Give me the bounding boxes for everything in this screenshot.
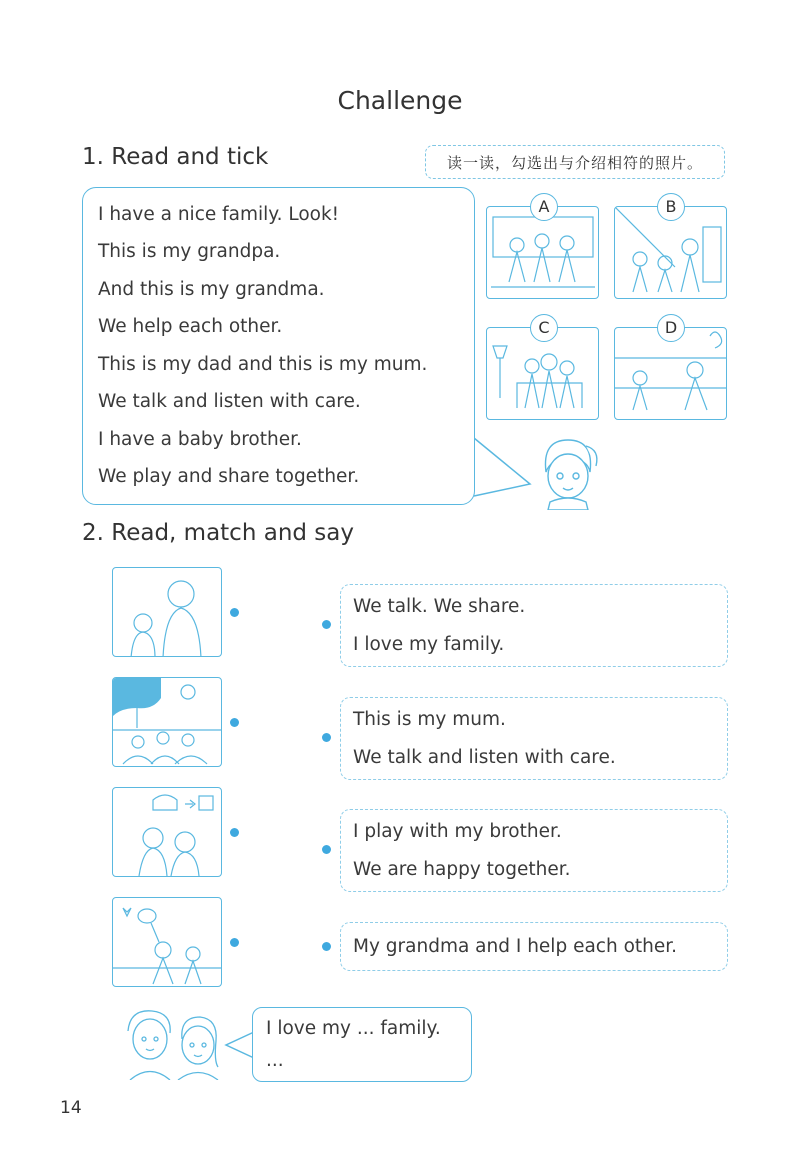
section1-heading: 1. Read and tick (82, 144, 269, 170)
passage-line-3: And this is my grandma. (98, 279, 325, 300)
speech-tail (222, 1028, 256, 1062)
page-number: 14 (60, 1098, 82, 1118)
match-picture-4[interactable] (112, 897, 222, 987)
passage-line-7: I have a baby brother. (98, 429, 302, 450)
photo-d-label: D (657, 314, 685, 342)
sentence-2-line-1: This is my mum. (353, 709, 506, 730)
girl-illustration (530, 432, 605, 510)
sentence-3-line-1: I play with my brother. (353, 821, 562, 842)
sentence-4-line-1: My grandma and I help each other. (353, 936, 678, 957)
right-dot-2[interactable] (322, 733, 331, 742)
passage-line-5: This is my dad and this is my mum. (98, 354, 428, 375)
sentence-1-line-2: I love my family. (353, 634, 505, 655)
right-dot-1[interactable] (322, 620, 331, 629)
match-picture-1[interactable] (112, 567, 222, 657)
passage-bubble (82, 187, 475, 505)
playing-with-brother-illustration (113, 788, 222, 877)
left-dot-3[interactable] (230, 828, 239, 837)
match-picture-3[interactable] (112, 787, 222, 877)
speech-line-1: I love my ... family. (266, 1018, 441, 1039)
passage-line-4: We help each other. (98, 316, 283, 337)
passage-line-8: We play and share together. (98, 466, 360, 487)
catching-butterflies-illustration (113, 898, 222, 987)
photo-b-label: B (657, 193, 685, 221)
section2-heading: 2. Read, match and say (82, 520, 354, 546)
photo-a-label: A (530, 193, 558, 221)
right-dot-3[interactable] (322, 845, 331, 854)
right-dot-4[interactable] (322, 942, 331, 951)
sentence-2-line-2: We talk and listen with care. (353, 747, 616, 768)
photo-c-label: C (530, 314, 558, 342)
passage-line-1: I have a nice family. Look! (98, 204, 340, 225)
left-dot-4[interactable] (230, 938, 239, 947)
page-title: Challenge (337, 86, 463, 115)
family-picnic-illustration (113, 678, 222, 767)
passage-line-2: This is my grandpa. (98, 241, 281, 262)
speech-line-2: ... (266, 1050, 284, 1071)
kids-illustration (120, 1005, 230, 1080)
passage-line-6: We talk and listen with care. (98, 391, 361, 412)
sentence-1-line-1: We talk. We share. (353, 596, 526, 617)
left-dot-2[interactable] (230, 718, 239, 727)
sentence-3-line-2: We are happy together. (353, 859, 571, 880)
match-picture-2[interactable] (112, 677, 222, 767)
instruction-cn: 读一读，勾选出与介绍相符的照片。 (425, 145, 725, 179)
mum-and-child-illustration (113, 568, 222, 657)
left-dot-1[interactable] (230, 608, 239, 617)
